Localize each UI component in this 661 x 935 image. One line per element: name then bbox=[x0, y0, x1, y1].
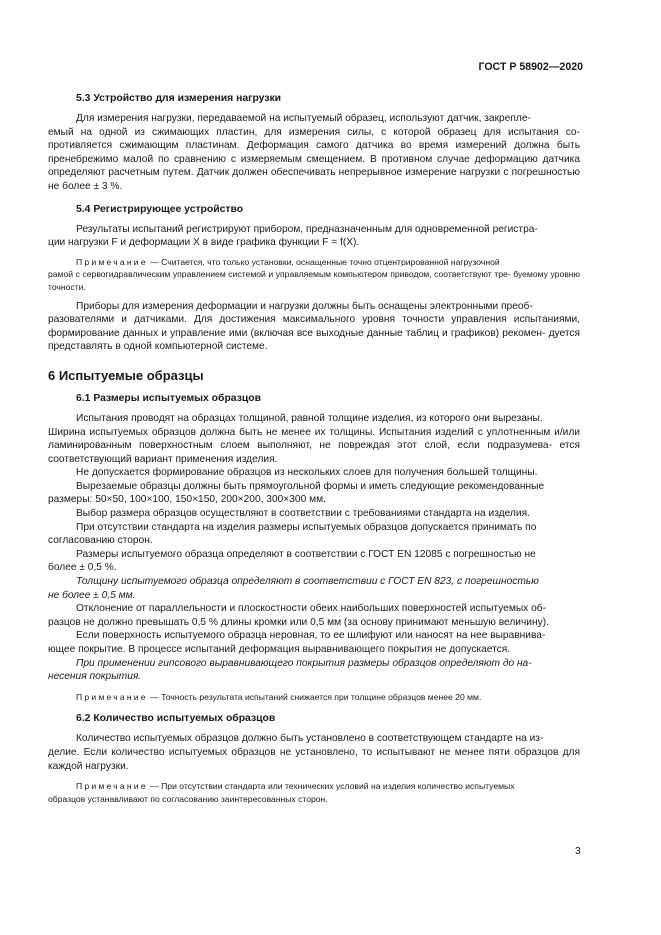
s61-paragraph-c bbox=[48, 480, 580, 507]
s61-e-first: При отсутствии стандарта на изделия размеры испытуемых образцов допускается принимать по bbox=[76, 521, 537, 533]
s61-note-text: — Точность результата испытаний снижается при толщине образцов менее 20 мм. bbox=[147, 691, 482, 702]
s61-paragraph-i bbox=[48, 629, 580, 656]
s61-i-rest: ющее покрытие. В процессе испытаний деформация выравнивающего покрытия не допускается. bbox=[48, 644, 511, 655]
s61-g-rest: не более ± 0,5 мм. bbox=[48, 589, 136, 601]
s62-k-first: Количество испытуемых образцов должно быть установлено в соответствующем стандарте на из- bbox=[76, 733, 544, 745]
s53-paragraph bbox=[48, 112, 580, 194]
page-number: 3 bbox=[575, 846, 581, 857]
s62-note-rest: образцов устанавливают по согласованию заинтересованных сторон. bbox=[48, 793, 328, 804]
s61-paragraph-d: Выбор размера образцов осуществляют в соответствии с требованиями стандарта на изделия. bbox=[76, 508, 530, 520]
s61-note bbox=[76, 691, 580, 704]
section-6-2-title: 6.2 Количество испытуемых образцов bbox=[76, 713, 276, 725]
s61-paragraph-h bbox=[48, 602, 580, 629]
s62-note-first: — При отсутствии стандарта или технических условий на изделия количество испытуемых bbox=[147, 781, 515, 792]
s61-c-rest: размеры: 50×50, 100×100, 150×150, 200×200, 300×300 мм. bbox=[48, 494, 326, 506]
s62-paragraph bbox=[48, 732, 580, 773]
s61-paragraph-f bbox=[48, 548, 580, 575]
s54-p2-rest: разователями и датчиками. Для достижения максимального уровня точности управления испытаниями, формирование данных и управление ими (включая все выходные данные таблиц и графиков) рекомен- дуется представлять в одной компьютерной системе. bbox=[48, 314, 580, 353]
s53-p1-first: Для измерения нагрузки, передаваемой на испытуемый образец, используют датчик, закрепле- bbox=[76, 113, 531, 124]
s54-p1-first: Результаты испытаний регистрируют прибором, предназначенным для одновременной регистра- bbox=[76, 223, 538, 235]
s53-p1-rest: емый на одной из сжимающих пластин, для измерения силы, с которой образец для испытания со- противляется сжимающим пластинам. Деформация самого датчика во время измерений должна быть пренебрежимо малой по сравнению с измеряемым смещением. В противном случае деформацию датчика определяют расчетным путем. Датчик должен обеспечивать непрерывное измерение нагрузки с погрешностью не более ± 3 %. bbox=[48, 126, 580, 192]
s61-paragraph-g bbox=[48, 575, 580, 602]
s54-note-rest: рамой с сервогидравлическим управлением системой и управляемым компьютером приводом, соответствуют тре- буемому уровню точности. bbox=[48, 269, 580, 292]
s61-a-first: Испытания проводят на образцах толщиной, равной толщине изделия, из которого они вырезаны. bbox=[76, 412, 543, 424]
s62-k-rest: делие. Если количество испытуемых образцов не установлено, то испытывают не менее пяти образцов для каждой нагрузки. bbox=[48, 746, 580, 772]
s61-h-first: Отклонение от параллельности и плоскостности обеих наибольших поверхностей испытуемых об- bbox=[76, 603, 546, 615]
s61-a-rest: Ширина испытуемых образцов должна быть не менее их толщины. Испытания изделий с уплотненным и/или ламинированным поверхностным слоем выполняют, не повреждая этот слой, если подразумева- ется соответствующий вариант применения изделия. bbox=[48, 426, 580, 465]
s61-j-first: При применении гипсового выравнивающего покрытия размеры образцов определяют до на- bbox=[76, 657, 532, 669]
s62-note bbox=[48, 780, 580, 805]
s61-paragraph-a bbox=[48, 412, 580, 466]
section-5-4-title: 5.4 Регистрирующее устройство bbox=[76, 203, 244, 215]
s54-paragraph-2 bbox=[48, 300, 580, 354]
s61-e-rest: согласованию сторон. bbox=[48, 535, 153, 547]
s62-note-label: Примечание bbox=[76, 781, 148, 792]
s54-paragraph-1 bbox=[48, 223, 580, 250]
page-content bbox=[48, 92, 580, 805]
section-5-3-title: 5.3 Устройство для измерения нагрузки bbox=[76, 93, 282, 104]
s61-g-first: Толщину испытуемого образца определяют в соответствии с ГОСТ EN 823, с погрешностью bbox=[76, 576, 539, 588]
s61-f-rest: более ± 0,5 %. bbox=[48, 562, 117, 574]
s61-c-first: Вырезаемые образцы должны быть прямоугольной формы и иметь следующие рекомендованные bbox=[76, 480, 545, 492]
s54-note-label: Примечание bbox=[76, 256, 148, 267]
section-6-1-title: 6.1 Размеры испытуемых образцов bbox=[76, 392, 261, 404]
s61-j-rest: несения покрытия. bbox=[48, 671, 142, 683]
s54-p2-first: Приборы для измерения деформации и нагрузки должны быть оснащены электронными преоб- bbox=[76, 300, 533, 312]
s61-i-first: Если поверхность испытуемого образца неровная, то ее шлифуют или наносят на нее выравнива- bbox=[76, 630, 546, 642]
s54-note bbox=[48, 256, 580, 294]
s61-paragraph-b: Не допускается формирование образцов из нескольких слоев для получения большей толщины. bbox=[76, 467, 538, 479]
s61-note-label: Примечание bbox=[76, 691, 148, 702]
s61-paragraph-e bbox=[48, 521, 580, 548]
s54-p1-rest: ции нагрузки F и деформации X в виде графика функции F = f(X). bbox=[48, 237, 360, 249]
s61-h-rest: разцов не должно превышать 0,5 % длины кромки или 0,5 мм (за основу принимают меньшую величину). bbox=[48, 616, 549, 628]
s61-f-first: Размеры испытуемого образца определяют в соответствии с ГОСТ EN 12085 с погрешностью не bbox=[76, 548, 536, 560]
section-6-title: 6 Испытуемые образцы bbox=[48, 367, 204, 383]
s54-note-first: — Считается, что только установки, оснащенные точно отцентрированной нагрузочной bbox=[147, 256, 500, 267]
s61-paragraph-j bbox=[48, 657, 580, 684]
page-header: ГОСТ Р 58902—2020 bbox=[478, 61, 583, 73]
